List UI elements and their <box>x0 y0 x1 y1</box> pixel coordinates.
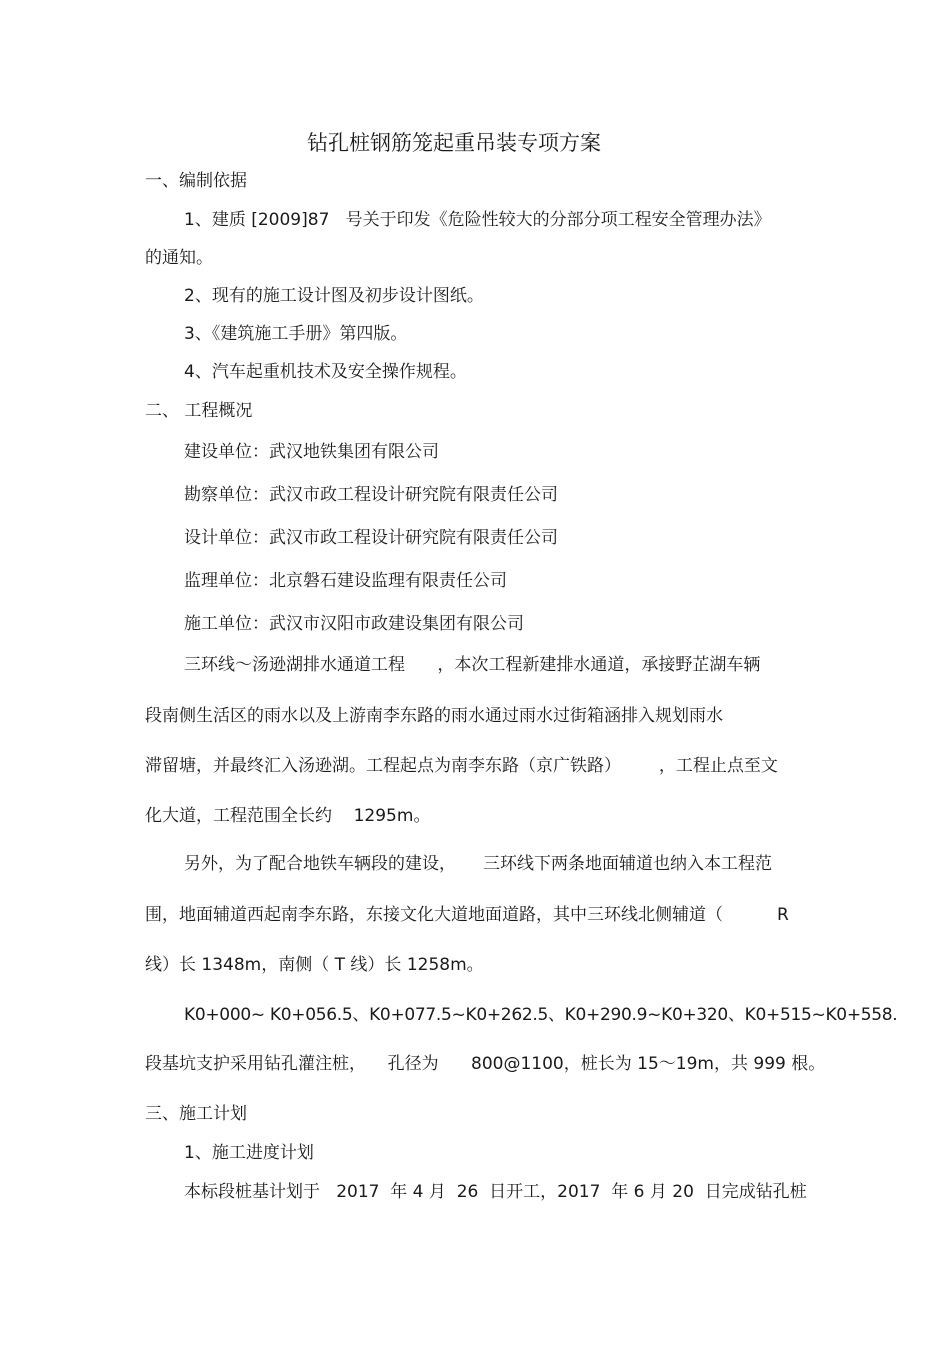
construction-unit-line: 建设单位：武汉地铁集团有限公司 <box>184 442 439 462</box>
basis-item-4: 4、汽车起重机技术及安全操作规程。 <box>184 362 467 382</box>
schedule-subheading: 1、施工进度计划 <box>184 1143 314 1163</box>
overview-paragraph-2-line-2: 围，地面辅道西起南李东路，东接文化大道地面道路，其中三环线北侧辅道（ R <box>145 905 789 925</box>
basis-item-2: 2、现有的施工设计图及初步设计图纸。 <box>184 286 484 306</box>
design-unit-line: 设计单位：武汉市政工程设计研究院有限责任公司 <box>184 528 558 548</box>
basis-item-1-line-2: 的通知。 <box>145 248 213 268</box>
overview-paragraph-1-line-1: 三环线～汤逊湖排水通道工程 ，本次工程新建排水通道，承接野芷湖车辆 <box>184 655 761 675</box>
overview-paragraph-2-line-3: 线）长 1348m，南侧（ T 线）长 1258m。 <box>145 955 484 975</box>
section-1-heading: 一、编制依据 <box>145 171 247 191</box>
document-title: 钻孔桩钢筋笼起重吊装专项方案 <box>307 131 601 155</box>
overview-paragraph-3-line-2: 段基坑支护采用钻孔灌注桩， 孔径为 800@1100，桩长为 15～19m，共 999 根。 <box>145 1054 826 1074</box>
survey-unit-line: 勘察单位：武汉市政工程设计研究院有限责任公司 <box>184 485 558 505</box>
overview-paragraph-2-line-1: 另外，为了配合地铁车辆段的建设， 三环线下两条地面辅道也纳入本工程范 <box>184 854 773 874</box>
supervision-unit-line: 监理单位：北京磐石建设监理有限责任公司 <box>184 571 507 591</box>
overview-paragraph-3-line-1: K0+000~ K0+056.5、K0+077.5~K0+262.5、K0+290.9~K0+320、K0+515~K0+558. <box>184 1005 898 1025</box>
contractor-unit-line: 施工单位：武汉市汉阳市政建设集团有限公司 <box>184 614 524 634</box>
schedule-text-line-1: 本标段桩基计划于 2017 年 4 月 26 日开工，2017 年 6 月 20 日完成钻孔桩 <box>184 1182 807 1202</box>
overview-paragraph-1-line-4: 化大道，工程范围全长约 1295m。 <box>145 806 431 826</box>
overview-paragraph-1-line-2: 段南侧生活区的雨水以及上游南李东路的雨水通过雨水过街箱涵排入规划雨水 <box>145 706 723 726</box>
overview-paragraph-1-line-3: 滞留塘，并最终汇入汤逊湖。工程起点为南李东路（京广铁路） ，工程止点至文 <box>145 756 778 776</box>
section-3-heading: 三、施工计划 <box>145 1104 247 1124</box>
basis-item-3: 3、《建筑施工手册》第四版。 <box>184 324 408 344</box>
basis-item-1-line-1: 1、建质 [2009]87 号关于印发《危险性较大的分部分项工程安全管理办法》 <box>184 210 771 230</box>
section-2-heading: 二、 工程概况 <box>145 401 253 421</box>
